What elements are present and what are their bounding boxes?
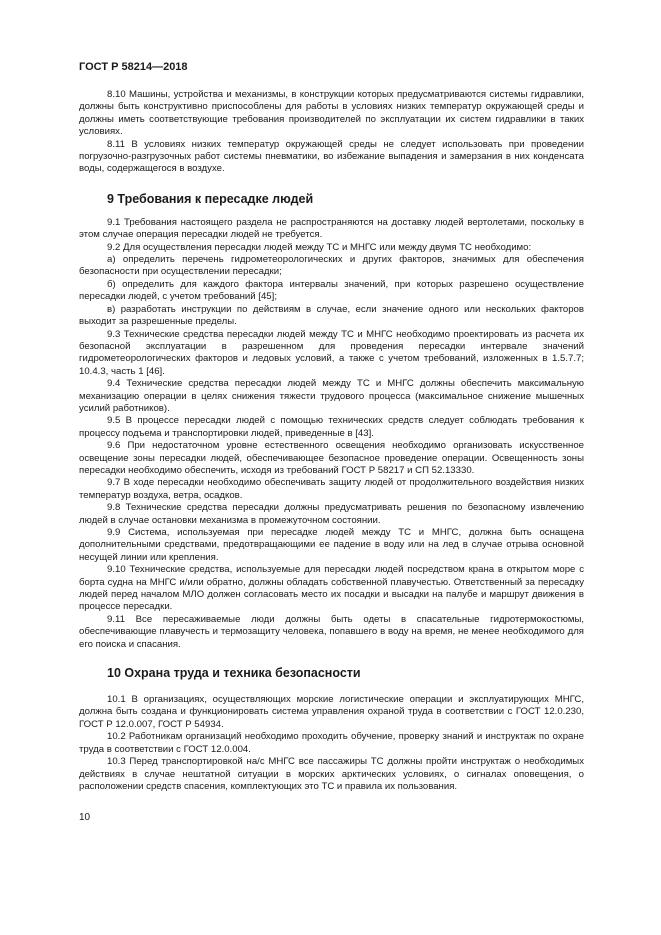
paragraph-10-3: 10.3 Перед транспортировкой на/с МНГС все пассажиры ТС должны пройти инструктаж о необходимых действиях в случае нештатной ситуации в морских арктических условиях, о сигналах оповещения, о расположении средств спасения, комплектующих это ТС и правила их пользования. bbox=[79, 756, 584, 792]
section-10-heading: 10 Охрана труда и техника безопасности bbox=[107, 666, 361, 681]
paragraph-8-11: 8.11 В условиях низких температур окружающей среды не следует использовать при проведении погрузочно-разгрузочных работ системы пневматики, во избежание выпадения и замерзания в них конденсата воды, содержащегося в воздухе. bbox=[79, 138, 584, 175]
paragraph-10-1: 10.1 В организациях, осуществляющих морские логистические операции и эксплуатирующих МНГС, должна быть создана и функционировать система управления охраной труда в соответствии с ГОСТ 12.0.230, ГОСТ Р 12.0.007, ГОСТ Р 54934. bbox=[79, 694, 584, 730]
paragraph-9-11: 9.11 Все пересаживаемые люди должны быть одеты в спасательные гидротермокостюмы, обеспечивающие плавучесть и термозащиту человека, попавшего в воду на время, не менее необходимого для его поиска и спасания. bbox=[79, 613, 584, 650]
paragraph-9-3: 9.3 Технические средства пересадки людей между ТС и МНГС необходимо проектировать из расчета их безопасной эксплуатации в разрешенном для проведения пересадки интервале значений гидрометеорологических факторов и ледовых условий, а также с учетом требований, изложенных в 1.5.7.7; 10.4.3, часть 1 [46]. bbox=[79, 328, 584, 377]
page-number: 10 bbox=[79, 812, 91, 823]
paragraph-8-10: 8.10 Машины, устройства и механизмы, в конструкции которых предусматриваются системы гидравлики, должны быть конструктивно приспособлены для работы в условиях низких температур окружающей среды и должны иметь соответствующие требования производителей по эксплуатации их систем гидравлики в таких условиях. bbox=[79, 89, 584, 138]
paragraph-9-7: 9.7 В ходе пересадки необходимо обеспечивать защиту людей от продолжительного воздействия низких температур воздуха, ветра, осадков. bbox=[79, 477, 584, 501]
paragraph-9-5: 9.5 В процессе пересадки людей с помощью технических средств следует соблюдать требования к процессу подъема и транспортировки людей, приведенные в [43]. bbox=[79, 415, 584, 439]
paragraph-9-1: 9.1 Требования настоящего раздела не распространяются на доставку людей вертолетами, поскольку в этом случае операция пересадки людей не требуется. bbox=[79, 216, 584, 241]
paragraph-9-4: 9.4 Технические средства пересадки людей между ТС и МНГС должны обеспечить максимальную механизацию операции в целях снижения тяжести трудового процесса (максимальное снижение мышечных усилий работников). bbox=[79, 378, 584, 414]
list-item-v: в) разработать инструкции по действиям в случае, если значение одного или нескольких факторов выходит за разрешенные пределы. bbox=[79, 303, 584, 328]
document-header: ГОСТ Р 58214—2018 bbox=[79, 61, 188, 73]
paragraph-9-8: 9.8 Технические средства пересадки должны предусматривать решения по безопасному извлечению людей в случае остановки механизма в промежуточном состоянии. bbox=[79, 502, 584, 526]
section-9-heading: 9 Требования к пересадке людей bbox=[107, 191, 314, 206]
paragraph-9-2: 9.2 Для осуществления пересадки людей между ТС и МНГС или между двумя ТС необходимо: bbox=[107, 241, 532, 253]
list-item-a: а) определить перечень гидрометеорологических и других факторов, значимых для обеспечения безопасности при осуществлении пересадки; bbox=[79, 254, 584, 278]
list-item-b: б) определить для каждого фактора интервалы значений, при которых разрешено осуществление пересадки людей, с учетом требований [45]; bbox=[79, 278, 584, 303]
page-content bbox=[79, 89, 584, 793]
paragraph-9-6: 9.6 При недостаточном уровне естественного освещения необходимо организовать искусственное освещение зоны пересадки людей, обеспечивающее безопасное проведение операции. Освещенность зоны пересадки необходимо обеспечить, исходя из требований ГОСТ Р 58217 и СП 52.13330. bbox=[79, 440, 584, 476]
paragraph-9-10: 9.10 Технические средства, используемые для пересадки людей посредством крана в открытом море с борта судна на МНГС и/или обратно, должны обладать собственной плавучестью. Ответственный за пересадку людей перед началом МЛО должен согласовать место их посадки и высадки на палубе и маршрут движения в процессе пересадки. bbox=[79, 564, 584, 613]
paragraph-9-9: 9.9 Система, используемая при пересадке людей между ТС и МНГС, должна быть оснащена дополнительными средствами, предотвращающими ее падение в воду или на лед в случае отрыва основной несущей линии или крепления. bbox=[79, 527, 584, 563]
paragraph-10-2: 10.2 Работникам организаций необходимо проходить обучение, проверку знаний и инструктаж по охране труда в соответствии с ГОСТ 12.0.004. bbox=[79, 731, 584, 755]
